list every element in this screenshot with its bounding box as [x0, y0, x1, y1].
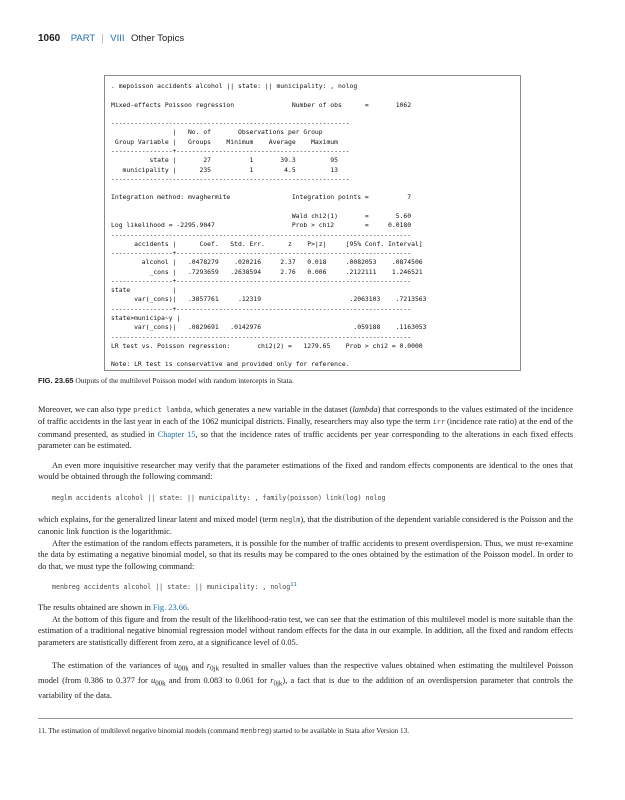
inline-code-predict: predict lambda [133, 406, 191, 414]
caption-text: Outputs of the multilevel Poisson model with random intercepts in Stata. [75, 376, 294, 385]
output-line [111, 184, 115, 192]
code-meglm: meglm accidents alcohol || state: || municipality: , family(poisson) link(log) nolog [52, 494, 386, 502]
output-line: alcohol | .0478279 .020216 2.37 0.018 .0082053 .0874506 [111, 258, 423, 267]
output-line: accidents | Coef. Std. Err. z P>|z| [95% Conf. Interval] [111, 239, 423, 248]
part-number: VIII [110, 33, 125, 44]
paragraph-5: The results obtained are shown in Fig. 23.66. [38, 603, 190, 612]
output-line: var(_cons)| .3857761 .12319 .2063103 .7213563 [111, 295, 427, 304]
stata-output-figure [104, 75, 521, 371]
output-line [111, 91, 115, 99]
output-line: state | [111, 286, 177, 295]
output-line [111, 351, 115, 359]
figure-caption [38, 376, 294, 385]
section-title: Other Topics [131, 33, 185, 44]
chapter-link[interactable]: Chapter 15 [157, 429, 196, 439]
running-header [38, 33, 184, 44]
inline-code-irr: irr [432, 418, 445, 427]
output-line [111, 203, 115, 211]
footnote-divider [38, 718, 573, 719]
output-line: Mixed-effects Poisson regression Number of obs = 1062 [111, 100, 412, 109]
paragraph-7: The estimation of the variances of $u_{00k}$ and $r_{0jk}$ resulted in smaller values than the respective values obtained when estimating the multilevel Poisson model (from 0.386 to 0.377 for $u_{00k}$ and from 0.083 to 0.061 for $r_{0jk}$), a fact that is due to the addition of an overdispersion parameter that controls the variability of the data. [38, 661, 574, 700]
paragraph-4: After the estimation of the random effects parameters, it is possible for the number of traffic accidents to present overdispersion. Thus, we must re-examine the data by estimating a negative binomial model, so that its results may be compared to the ones obtained by the estimation of the Poisson model. In order to do that, we must type the following command: [38, 539, 573, 571]
output-line: LR test vs. Poisson regression: chi2(2) = 1279.65 Prob > chi2 = 0.0000 [111, 341, 423, 350]
output-line: ----------------+------------------------------------------------------------- [111, 276, 412, 285]
output-line: ----------------+------------------------------------------------------------- [111, 304, 412, 313]
output-line: state>municipa~y | [111, 314, 181, 323]
output-line: Wald chi2(1) = 5.60 [111, 211, 412, 220]
output-line: municipality | 235 1 4.5 13 [111, 165, 339, 174]
output-line: var(_cons)| .0829691 .0142976 .059188 .1163053 [111, 323, 427, 332]
page-number: 1060 [38, 33, 61, 44]
paragraph-3: which explains, for the generalized linear latent and mixed model (term meglm), that the distribution of the dependent variable considered is the Poisson and the canonic link function is the logarithmic. [38, 515, 573, 537]
output-line: ----------------+------------------------------------------------------------- [111, 249, 412, 258]
code-menbreg: menbreg accidents alcohol || state: || municipality: , nolog$^{11}$ [52, 582, 297, 592]
caption-label: FIG. 23.65 [38, 376, 74, 385]
inline-code-meglm: meglm [279, 516, 301, 524]
output-line: Note: LR test is conservative and provided only for reference. [111, 360, 350, 369]
output-line: -------------------------------------------------------------- [111, 119, 350, 128]
header-divider: | [101, 33, 104, 44]
footnote-ref[interactable]: 11 [290, 582, 297, 588]
output-line: Log likelihood = -2295.9047 Prob > chi2 = 0.0180 [111, 221, 412, 230]
footnote: 11. The estimation of multilevel negative binomial models (command menbreg) started to be available in Stata after Version 13. [38, 727, 410, 735]
output-line: _cons | .7293659 .2638594 2.76 0.006 .2122111 1.246521 [111, 267, 423, 276]
output-line: ------------------------------------------------------------------------------ [111, 332, 412, 341]
output-line: | No. of Observations per Group [111, 128, 323, 137]
stata-output [111, 82, 427, 370]
output-line: state | 27 1 39.3 95 [111, 156, 339, 165]
output-line: . mepoisson accidents alcohol || state: || municipality: , nolog [111, 82, 358, 90]
paragraph-1: Moreover, we can also type predict lambda, which generates a new variable in the dataset (lambda) that corresponds to the values estimated of the incidence of traffic accidents in the last year in each of the 1062 municipal districts. Finally, researchers may also type the term irr (incidence rate ratio) at the end of the command presented, as studied in Chapter 15, so that the incidence rates of traffic accidents per year corresponding to the alterations in each fixed effects parameter can be estimated. [38, 405, 574, 450]
footnote-code: menbreg [240, 727, 270, 735]
output-line: Group Variable | Groups Minimum Average Maximum [111, 137, 339, 146]
output-line: ------------------------------------------------------------------------------ [111, 230, 412, 239]
paragraph-2: An even more inquisitive researcher may verify that the parameter estimations of the fixed and random effects components are identical to the ones that would be obtained through the following command: [38, 461, 573, 482]
output-line [111, 110, 115, 118]
part-label: PART [70, 33, 96, 44]
paragraph-6: At the bottom of this figure and from the result of the likelihood-ratio test, we can see that the estimation of this multilevel model is more suitable than the estimation of a traditional negative binomial regression model without random effects for the data in our example. In addition, all the fixed and random effects parameters are statistically different from zero, at a significance level of 0.05. [38, 615, 573, 647]
output-line: -------------------------------------------------------------- [111, 174, 350, 183]
output-line: ----------------+--------------------------------------------- [111, 146, 350, 155]
output-line: Integration method: mvaghermite Integration points = 7 [111, 193, 412, 202]
figure-link[interactable]: Fig. 23.66 [152, 603, 188, 612]
